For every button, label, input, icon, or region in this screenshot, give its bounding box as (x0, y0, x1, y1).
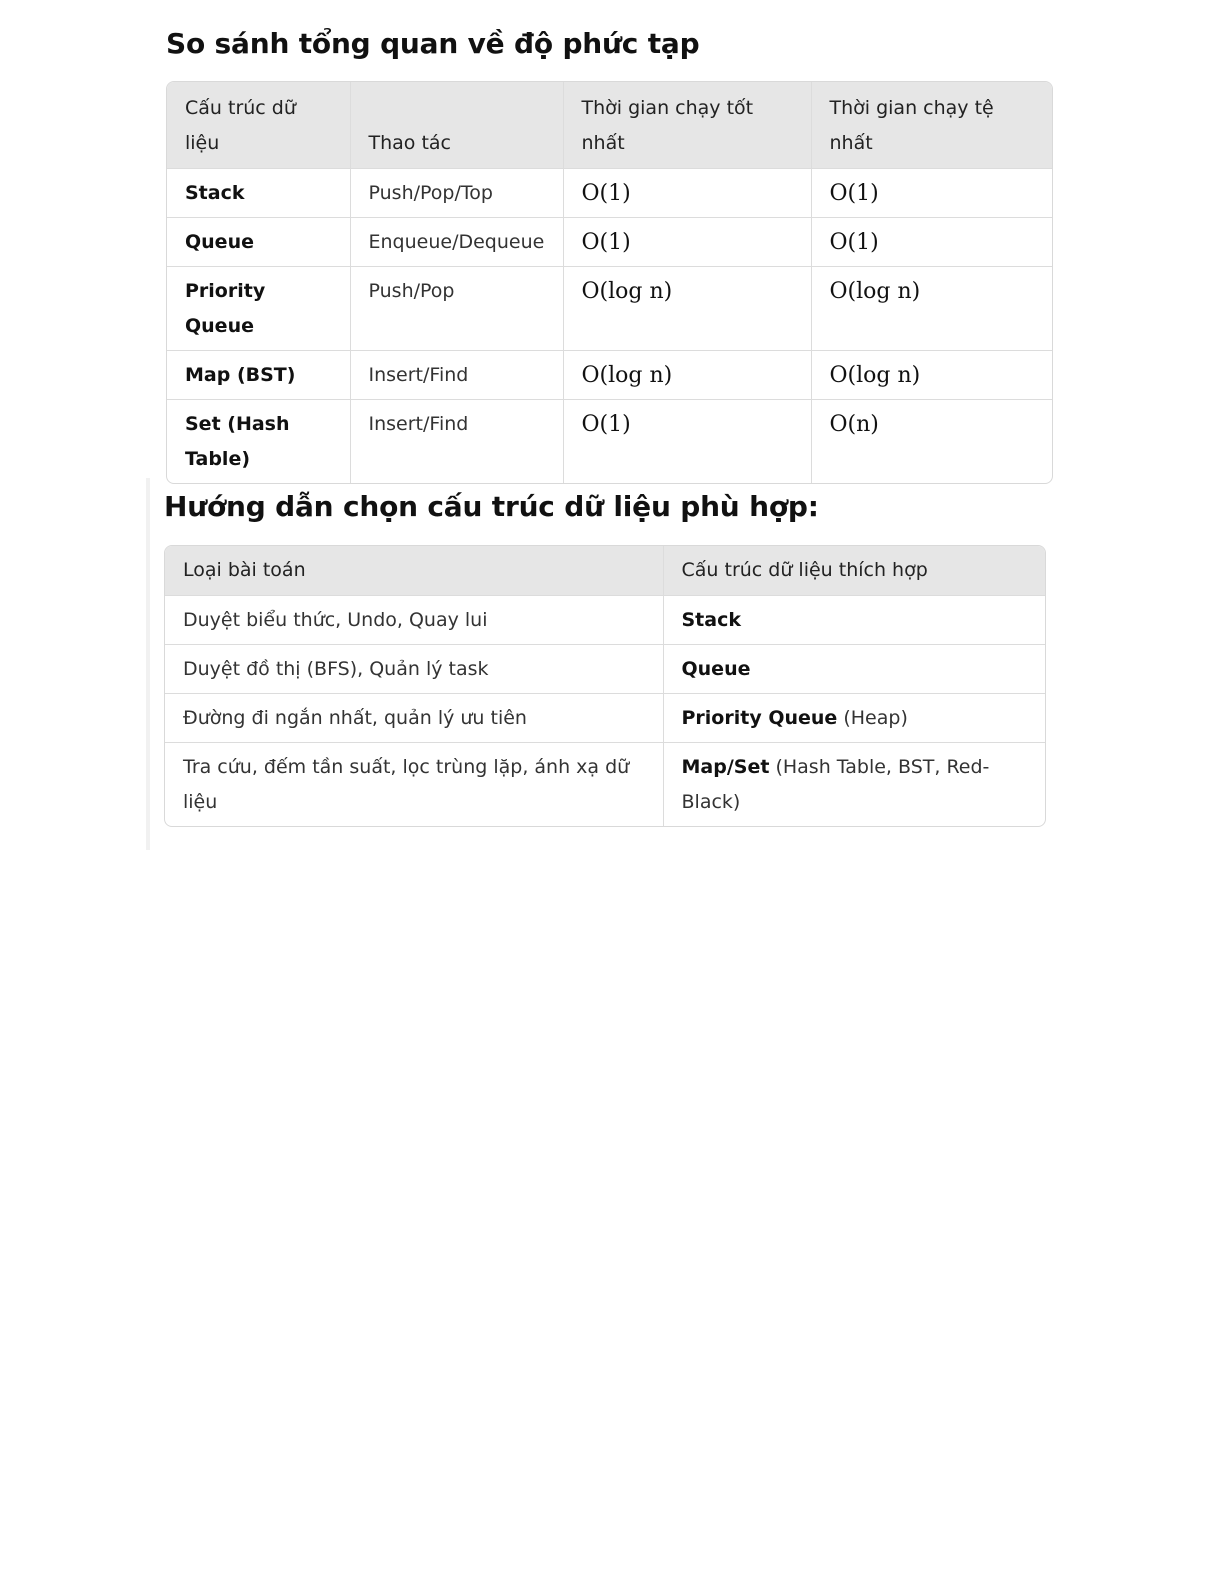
table-row (165, 596, 1045, 645)
cell-structure: Stack (167, 169, 350, 218)
structure-name: Priority Queue (681, 707, 838, 729)
structure-name: Map/Set (681, 756, 770, 778)
header-structure: Cấu trúc dữ liệu (167, 82, 350, 169)
header-worst-time: Thời gian chạy tệ nhất (811, 82, 1052, 169)
table-row (165, 743, 1045, 827)
cell-suitable-structure (663, 694, 1045, 743)
table-row (167, 400, 1052, 484)
cell-suitable-structure (663, 596, 1045, 645)
cell-problem-type: Duyệt biểu thức, Undo, Quay lui (165, 596, 663, 645)
header-problem-type: Loại bài toán (165, 546, 663, 596)
section-title-complexity: So sánh tổng quan về độ phức tạp (166, 27, 700, 60)
cell-suitable-structure (663, 743, 1045, 827)
cell-worst-time: O(n) (829, 412, 879, 437)
cell-structure: Queue (167, 218, 350, 267)
complexity-table (166, 81, 1053, 484)
cell-worst-time: O(log n) (811, 267, 1052, 351)
cell-structure: Map (BST) (167, 351, 350, 400)
table-row (167, 351, 1052, 400)
cell-structure: Set (Hash Table) (167, 400, 350, 484)
cell-best-time: O(1) (563, 218, 811, 267)
cell-best-time: O(1) (563, 400, 811, 484)
cell-operation: Enqueue/Dequeue (350, 218, 563, 267)
cell-operation: Insert/Find (350, 351, 563, 400)
header-best-time: Thời gian chạy tốt nhất (563, 82, 811, 169)
cell-operation: Push/Pop (350, 267, 563, 351)
table-header-row (165, 546, 1045, 596)
cell-structure: Priority Queue (167, 267, 350, 351)
cell-problem-type: Duyệt đồ thị (BFS), Quản lý task (165, 645, 663, 694)
cell-best-time: O(log n) (563, 267, 811, 351)
structure-name: Stack (681, 609, 741, 631)
table-row (167, 218, 1052, 267)
cell-worst-time: O(log n) (811, 351, 1052, 400)
guide-table (164, 545, 1046, 827)
structure-name: Queue (681, 658, 751, 680)
section-title-guide: Hướng dẫn chọn cấu trúc dữ liệu phù hợp: (164, 490, 819, 523)
table-header-row (167, 82, 1052, 169)
cell-best-time: O(log n) (563, 351, 811, 400)
table-row (167, 169, 1052, 218)
header-operation: Thao tác (350, 82, 563, 169)
cell-problem-type: Đường đi ngắn nhất, quản lý ưu tiên (165, 694, 663, 743)
structure-detail: (Hash Table, BST, Red-Black) (681, 756, 990, 813)
cell-suitable-structure (663, 645, 1045, 694)
cell-operation: Insert/Find (350, 400, 563, 484)
structure-detail: (Heap) (837, 707, 908, 729)
cell-worst-time: O(1) (811, 169, 1052, 218)
cell-best-time: O(1) (563, 169, 811, 218)
cell-operation: Push/Pop/Top (350, 169, 563, 218)
header-suitable-structure: Cấu trúc dữ liệu thích hợp (663, 546, 1045, 596)
table-row (165, 694, 1045, 743)
quote-bar (146, 478, 150, 850)
cell-problem-type: Tra cứu, đếm tần suất, lọc trùng lặp, ánh xạ dữ liệu (165, 743, 663, 827)
table-row (167, 267, 1052, 351)
table-row (165, 645, 1045, 694)
cell-worst-time: O(1) (811, 218, 1052, 267)
